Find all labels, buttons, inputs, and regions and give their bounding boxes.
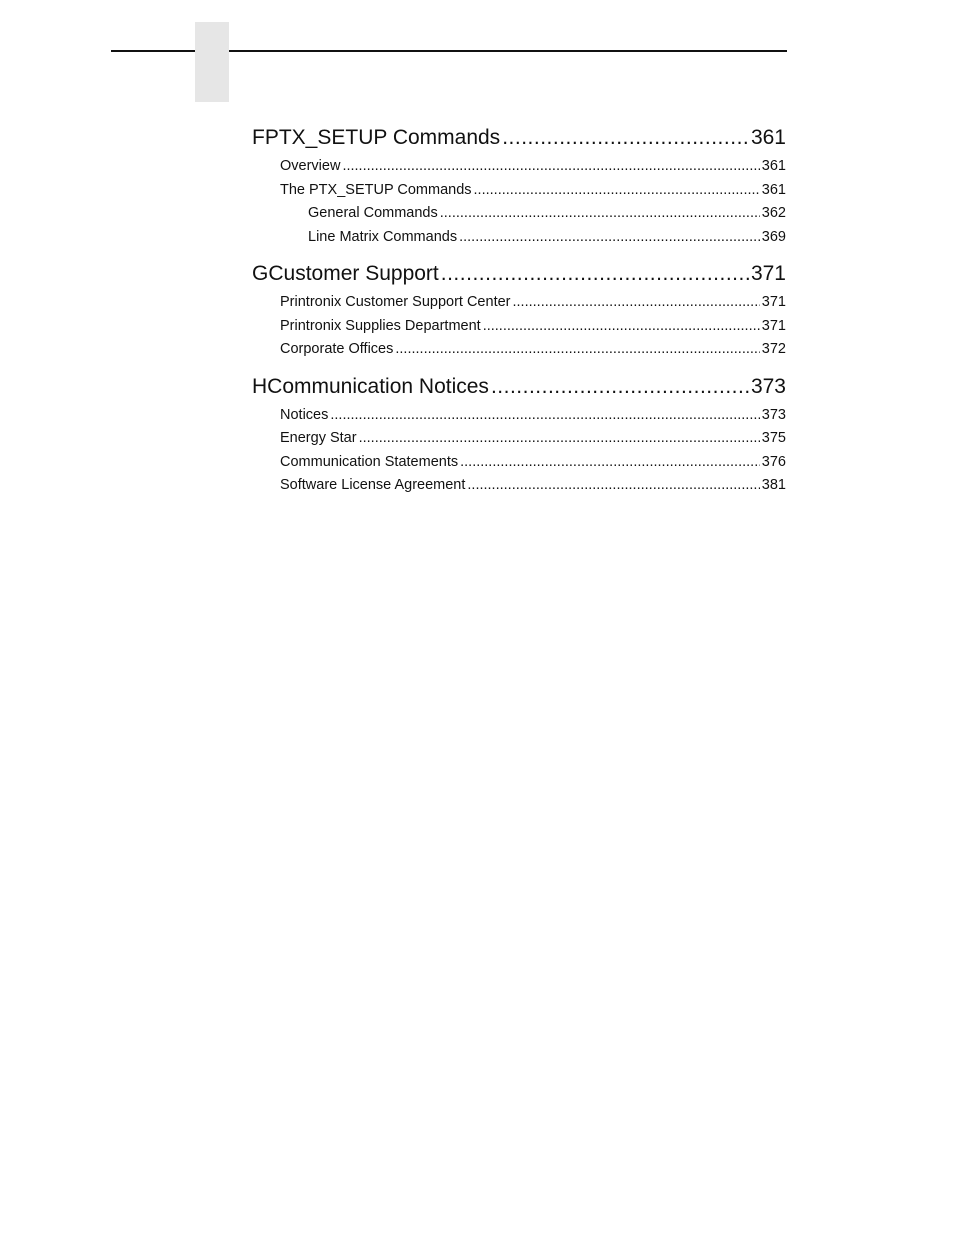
page-number: 361 [761,158,786,174]
page-number: 375 [761,430,786,446]
entry-title: Corporate Offices [280,341,394,357]
page-number: 362 [761,205,786,221]
dot-leader [330,404,759,428]
entry-title: Notices [280,406,329,423]
page-number: 372 [761,341,786,357]
page-number: 361 [750,126,786,149]
page-number: 373 [761,406,786,423]
toc-section-g [252,258,786,362]
dot-leader [474,179,760,203]
toc-subentry[interactable] [252,226,786,250]
dot-leader [513,291,760,315]
toc-entry[interactable] [252,427,786,451]
chapter-title: PTX_SETUP Commands [264,126,501,149]
dot-leader [441,258,749,290]
entry-title: Communication Statements [280,453,459,470]
page-number: 361 [761,181,786,198]
dot-leader [460,451,760,475]
toc-chapter-g[interactable] [252,258,786,290]
toc-chapter-h[interactable] [252,371,786,403]
toc-entry[interactable] [252,451,786,475]
entry-title: The PTX_SETUP Commands [280,181,472,198]
chapter-title: Communication Notices [267,374,489,398]
toc-entry[interactable] [252,474,786,498]
page-number: 371 [761,317,786,334]
dot-leader [359,427,760,451]
chapter-title: Customer Support [268,262,439,285]
chapter-letter: H [252,374,268,398]
entry-title: Printronix Customer Support Center [280,294,511,310]
page-number: 371 [750,262,786,285]
dot-leader [483,315,760,339]
toc-entry[interactable] [252,338,786,362]
chapter-letter: F [252,126,265,149]
dot-leader [491,371,749,403]
entry-title: Printronix Supplies Department [280,317,481,334]
table-of-contents [252,122,786,507]
toc-section-f [252,122,786,249]
page-number: 376 [761,453,786,470]
dot-leader [395,338,759,362]
toc-entry[interactable] [252,404,786,428]
page-number: 373 [750,374,786,398]
toc-entry[interactable] [252,315,786,339]
entry-title: Software License Agreement [280,477,466,493]
toc-chapter-f[interactable] [252,122,786,154]
dot-leader [459,226,760,250]
toc-entry[interactable] [252,155,786,179]
page-number: 381 [761,477,786,493]
entry-title: Overview [280,158,341,174]
chapter-letter: G [252,262,269,285]
toc-entry[interactable] [252,291,786,315]
toc-section-h [252,371,786,498]
dot-leader [342,155,759,179]
header-tab [195,22,229,102]
page-number: 371 [761,294,786,310]
toc-subentry[interactable] [252,202,786,226]
dot-leader [440,202,760,226]
entry-title: General Commands [308,205,438,221]
entry-title: Energy Star [280,430,357,446]
dot-leader [467,474,759,498]
dot-leader [502,122,749,154]
page-number: 369 [761,228,786,245]
entry-title: Line Matrix Commands [308,228,458,245]
toc-entry[interactable] [252,179,786,203]
